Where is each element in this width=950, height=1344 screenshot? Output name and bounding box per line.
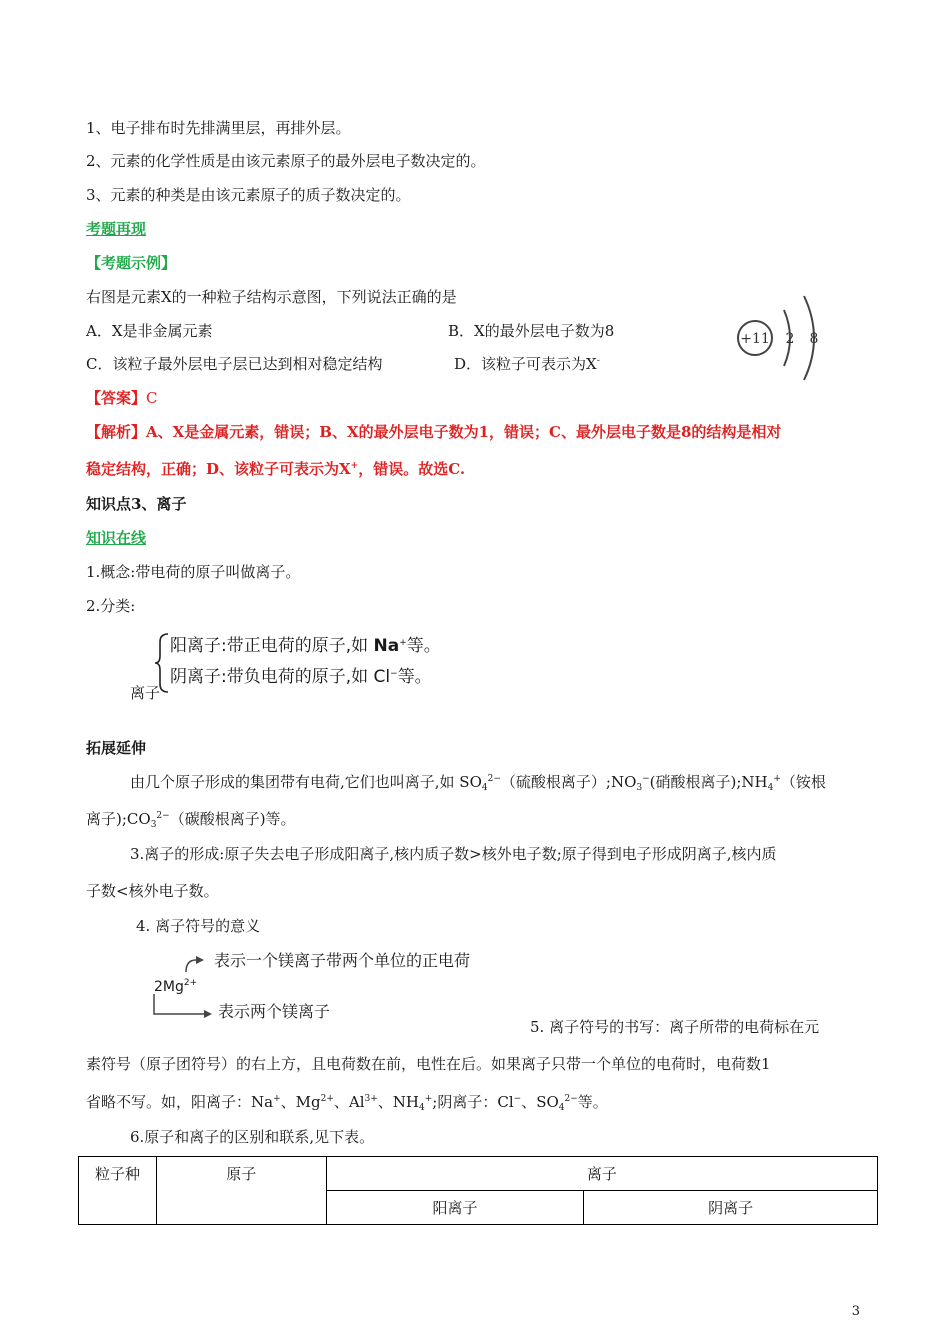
shell-2-count: 8 [809, 331, 819, 347]
table-header-ion: 离子 [326, 1157, 877, 1191]
table-header-anion: 阴离子 [584, 1191, 878, 1225]
ion-classification: 2.分类: [86, 597, 136, 615]
extension-line-2: 离子)$;CO_3^{2-}$（碳酸根离子)等。 [86, 810, 296, 830]
knowledge-point-3-title: 知识点3、离子 [86, 495, 187, 513]
option-a: A．X是非金属元素 [86, 322, 213, 340]
shell-1-count: 2 [785, 331, 795, 347]
table-header-cation: 阳离子 [326, 1191, 584, 1225]
option-c: C．该粒子最外层电子层已达到相对稳定结构 [86, 355, 383, 373]
knowledge-online-heading: 知识在线 [86, 529, 147, 547]
table-row [79, 1157, 878, 1191]
meaning-bottom-text: 表示两个镁离子 [218, 1002, 331, 1021]
anion-definition: 阴离子:带负电荷的原子,如 Cl−等。 [170, 667, 432, 687]
writing-line-2: 素符号（原子团符号）的右上方，且电荷数在前，电性在后。如果离子只带一个单位的电荷时，电荷数1 [86, 1055, 771, 1073]
cation-definition: 阳离子:带正电荷的原子,如 Na+等。 [170, 636, 441, 656]
formation-line-1: 3.离子的形成:原子失去电子形成阳离子,核内质子数>核外电子数;原子得到电子形成阴离子,核内质 [130, 845, 777, 863]
atom-ion-table [78, 1156, 878, 1225]
exam-heading: 考题再现 [86, 220, 147, 238]
extension-line-1: 由几个原子形成的集团带有电荷,它们也叫离子,如 $SO_4^{2-}$（硫酸根离子）$;NO_3^-$(硝酸根离子)$;NH_4^+$（铵根 [130, 773, 826, 793]
option-d: D．该粒子可表示为X- [454, 355, 600, 373]
writing-line-1: 5. 离子符号的书写：离子所带的电荷标在元 [530, 1018, 820, 1036]
nucleus-charge: +11 [740, 331, 770, 347]
point-1: 1、电子排布时先排满里层，再排外层。 [86, 119, 351, 137]
writing-line-3: 省略不写。如，阳离子：Na+、$Mg^{2+}$、$Al^{3+}$、$NH_4^+$;阴离子：Cl−、$SO_4^{2-}$等。 [86, 1093, 608, 1113]
meaning-top-text: 表示一个镁离子带两个单位的正电荷 [214, 951, 471, 970]
table-intro: 6.原子和离子的区别和联系,见下表。 [130, 1128, 375, 1146]
point-3: 3、元素的种类是由该元素原子的质子数决定的。 [86, 186, 411, 204]
extension-title: 拓展延伸 [86, 739, 147, 757]
page-number: 3 [851, 1304, 860, 1319]
answer-line: 【答案】C [86, 389, 158, 407]
ion-word: 离子 [130, 684, 161, 702]
brace-icon [154, 632, 170, 694]
option-b: B．X的最外层电子数为8 [448, 322, 615, 340]
meaning-title: 4. 离子符号的意义 [136, 917, 261, 935]
table-header-atom: 原子 [156, 1157, 326, 1225]
question-text: 右图是元素X的一种粒子结构示意图，下列说法正确的是 [86, 288, 457, 306]
table-header-particle: 粒子种 [79, 1157, 157, 1225]
analysis-line-2: 稳定结构，正确；D、该粒子可表示为X+，错误。故选C. [86, 460, 466, 478]
ion-symbol: $2Mg^{2+}$ [154, 978, 198, 995]
ion-concept: 1.概念:带电荷的原子叫做离子。 [86, 563, 301, 581]
formation-line-2: 子数<核外电子数。 [86, 882, 219, 900]
analysis-line-1: 【解析】A、X是金属元素，错误；B、X的最外层电子数为1，错误；C、最外层电子数是8的结构是相对 [86, 423, 782, 441]
atom-structure-diagram [730, 292, 830, 384]
exam-example-label: 【考题示例】 [86, 254, 177, 272]
point-2: 2、元素的化学性质是由该元素原子的最外层电子数决定的。 [86, 152, 486, 170]
